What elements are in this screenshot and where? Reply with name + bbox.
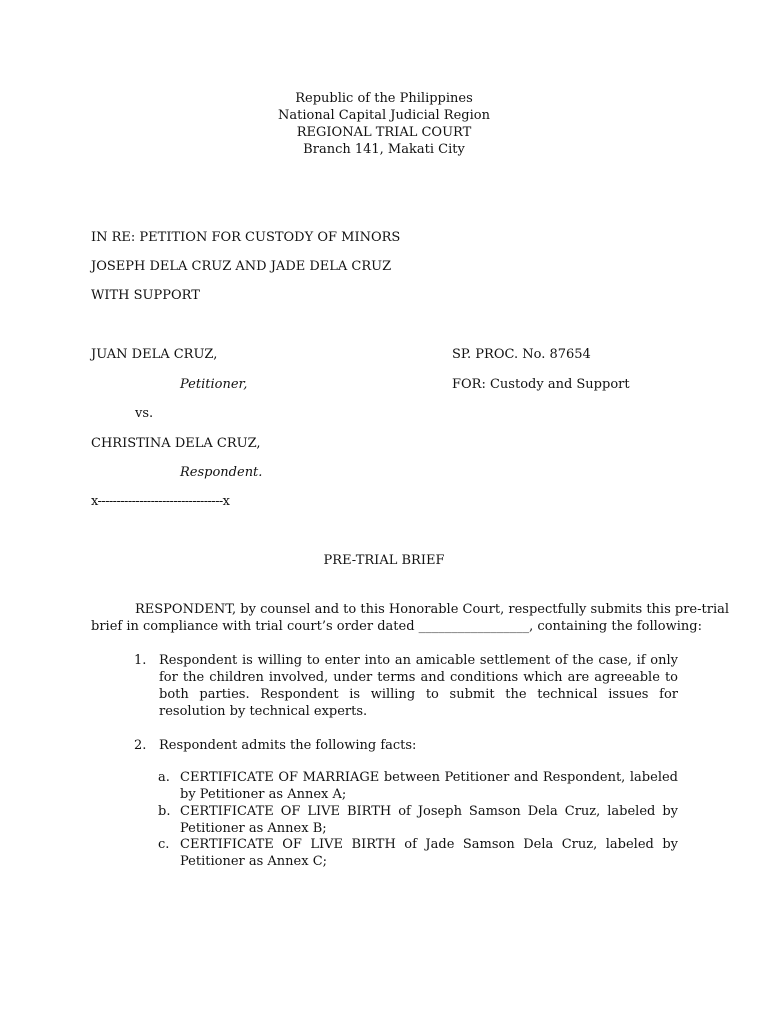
versus-label: vs. [135,406,154,421]
item-number: 2. [134,738,147,753]
court-header-region: National Capital Judicial Region [278,108,490,123]
document-title: PRE-TRIAL BRIEF [323,553,445,568]
case-title-line3: WITH SUPPORT [91,288,200,303]
fact-letter: c. [158,837,170,852]
fact-letter: b. [158,804,171,819]
item-text: Respondent admits the following facts: [159,738,417,753]
caption-separator: x---------------------------------x [91,494,230,509]
item-number: 1. [134,653,147,668]
court-header-republic: Republic of the Philippines [295,91,473,106]
case-number: SP. PROC. No. 87654 [452,347,591,362]
fact-text: CERTIFICATE OF LIVE BIRTH of Jade Samson Dela Cruz, labeled by Petitioner as Annex C; [180,837,678,869]
fact-text: CERTIFICATE OF MARRIAGE between Petitioner and Respondent, labeled by Petitioner as Annex A; [180,770,678,802]
respondent-role: Respondent. [180,465,263,480]
respondent-name: CHRISTINA DELA CRUZ, [91,436,261,451]
intro-line2: brief in compliance with trial court’s order dated _________________, containing the following: [91,619,702,634]
petitioner-role: Petitioner, [180,377,248,392]
court-header-branch: Branch 141, Makati City [303,142,465,157]
fact-letter: a. [158,770,170,785]
court-header [0,90,768,158]
intro-line1: RESPONDENT, by counsel and to this Honorable Court, respectfully submits this pre-trial [135,602,730,617]
court-header-court: REGIONAL TRIAL COURT [296,125,472,140]
item-text: Respondent is willing to enter into an amicable settlement of the case, if only for the children involved, under terms and conditions which are agreeable to both parties. Respondent is willing to submit the technical issues for resolution by technical experts. [159,653,678,719]
case-title-line2: JOSEPH DELA CRUZ AND JADE DELA CRUZ [91,259,392,274]
case-title-line1: IN RE: PETITION FOR CUSTODY OF MINORS [91,230,401,245]
case-subject: FOR: Custody and Support [452,377,630,392]
petitioner-name: JUAN DELA CRUZ, [91,347,218,362]
fact-text: CERTIFICATE OF LIVE BIRTH of Joseph Samson Dela Cruz, labeled by Petitioner as Annex B; [180,804,678,836]
